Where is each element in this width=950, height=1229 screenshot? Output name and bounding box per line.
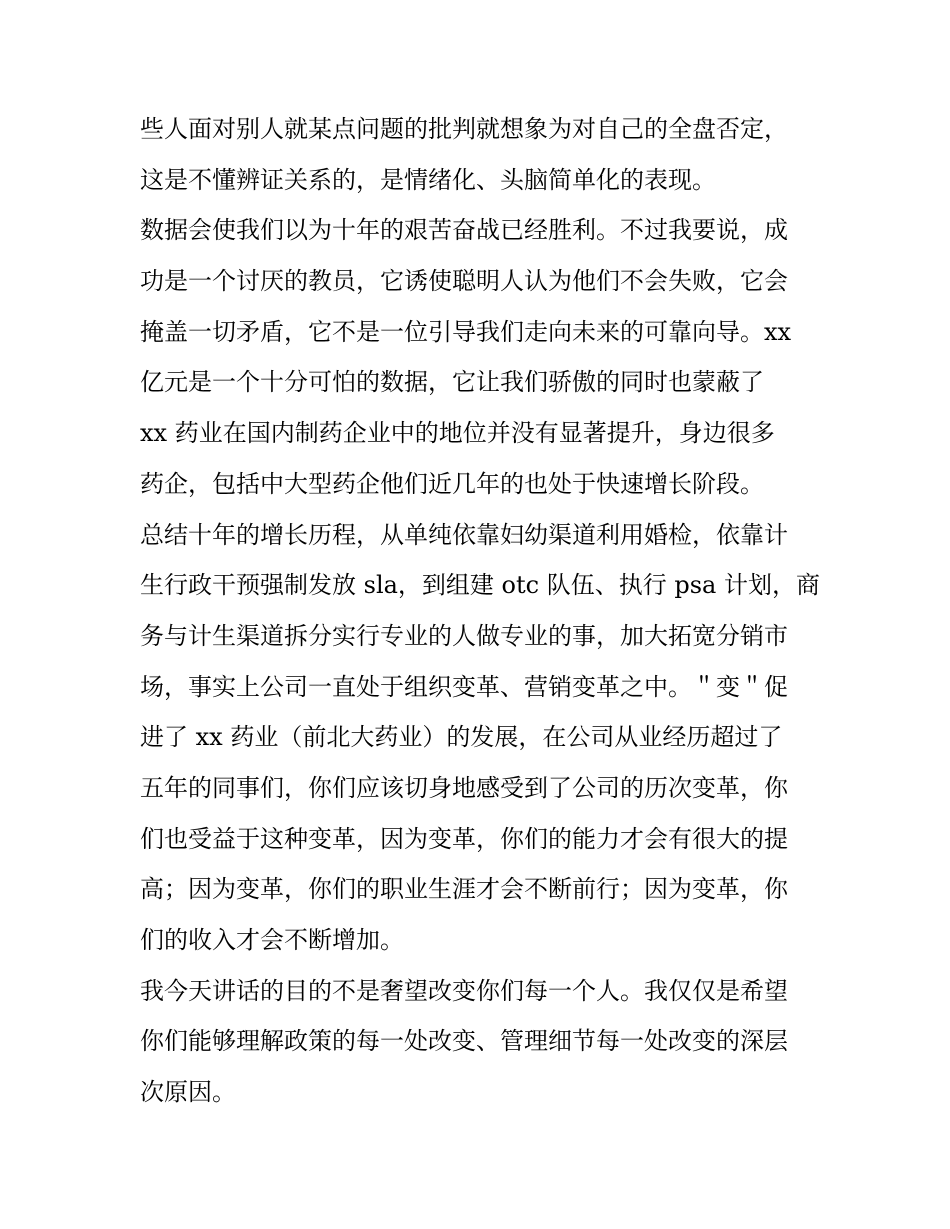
text-line: 生行政干预强制发放 sla，到组建 otc 队伍、执行 psa 计划，商 xyxy=(140,571,820,600)
text-line: 们也受益于这种变革，因为变革，你们的能力才会有很大的提 xyxy=(140,824,788,853)
text-line: 次原因。 xyxy=(140,1078,236,1107)
body-text xyxy=(140,104,820,1118)
text-line: 我今天讲话的目的不是奢望改变你们每一个人。我仅仅是希望 xyxy=(140,976,788,1005)
text-line: 五年的同事们，你们应该切身地感受到了公司的历次变革，你 xyxy=(140,773,788,802)
text-line: 数据会使我们以为十年的艰苦奋战已经胜利。不过我要说，成 xyxy=(140,216,788,245)
text-line: 高；因为变革，你们的职业生涯才会不断前行；因为变革，你 xyxy=(140,875,788,904)
text-line: 们的收入才会不断增加。 xyxy=(140,926,404,954)
text-line: 药企，包括中大型药企他们近几年的也处于快速增长阶段。 xyxy=(140,469,764,498)
text-line: 掩盖一切矛盾，它不是一位引导我们走向未来的可靠向导。xx xyxy=(140,317,792,346)
text-line: 总结十年的增长历程，从单纯依靠妇幼渠道利用婚检，依靠计 xyxy=(140,520,788,549)
text-line: 你们能够理解政策的每一处改变、管理细节每一处改变的深层 xyxy=(140,1027,788,1056)
text-line: 功是一个讨厌的教员，它诱使聪明人认为他们不会失败，它会 xyxy=(140,267,788,296)
text-line: 些人面对别人就某点问题的批判就想象为对自己的全盘否定， xyxy=(140,115,788,143)
text-line: 亿元是一个十分可怕的数据，它让我们骄傲的同时也蒙蔽了 xyxy=(140,368,764,397)
text-line: 务与计生渠道拆分实行专业的人做专业的事，加大拓宽分销市 xyxy=(140,621,788,650)
text-line: xx 药业在国内制药企业中的地位并没有显著提升，身边很多 xyxy=(140,419,775,448)
text-line: 进了 xx 药业（前北大药业）的发展，在公司从业经历超过了 xyxy=(140,723,783,752)
text-line: 这是不懂辨证关系的，是情绪化、头脑简单化的表现。 xyxy=(140,165,716,194)
text-line: 场，事实上公司一直处于组织变革、营销变革之中。＂变＂促 xyxy=(140,672,788,701)
